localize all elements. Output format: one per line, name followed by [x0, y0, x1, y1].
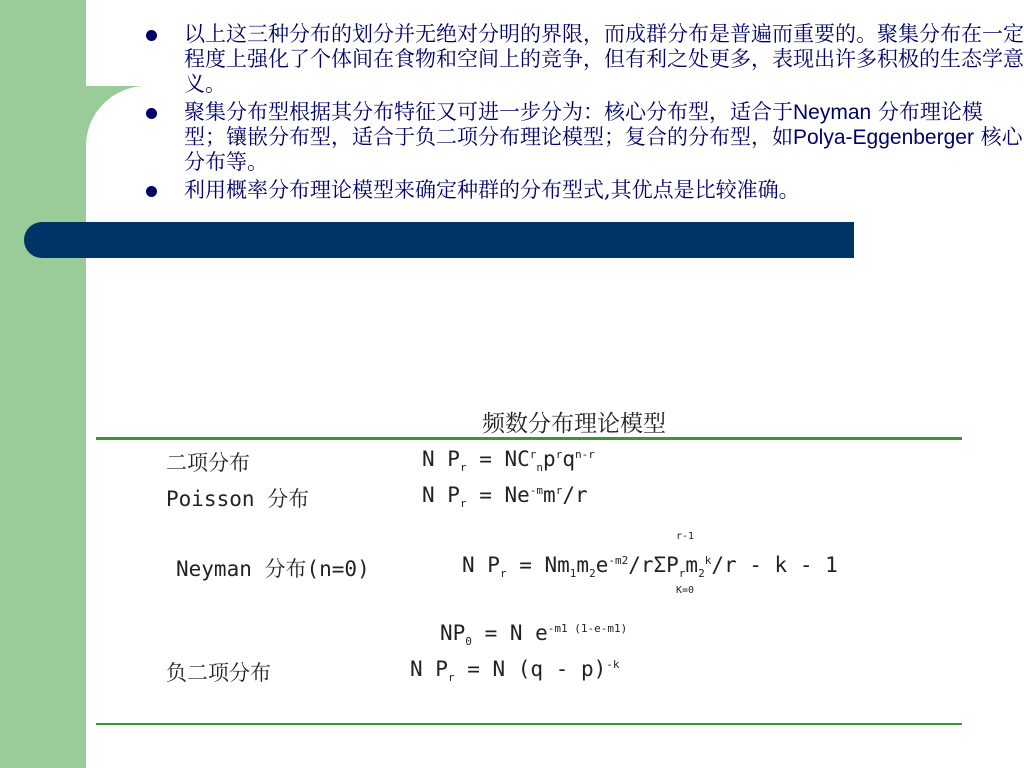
bullet-list	[140, 22, 1024, 206]
bullet-text: 聚集分布型根据其分布特征又可进一步分为：核心分布型，适合于	[184, 100, 793, 124]
bullet-item	[140, 100, 1024, 175]
bullet-text-latin: Polya-Eggenberger	[793, 126, 974, 149]
bullet-dot-icon	[146, 108, 157, 119]
table-bottom-rule	[96, 723, 962, 725]
table-top-rule	[96, 437, 962, 440]
table-title: 频数分布理论模型	[482, 411, 666, 437]
sum-lower-limit: K=0	[676, 585, 695, 596]
bullet-dot-icon	[146, 186, 157, 197]
formula-neyman-p0: $NP_0 = N$ $e^{-m1 (1-e-m1)}$	[440, 621, 628, 649]
row-label-negbinomial: 负二项分布	[166, 661, 271, 685]
bullet-text-latin: Neyman	[793, 101, 872, 124]
row-label-poisson: Poisson 分布	[166, 487, 310, 511]
navy-band	[24, 222, 854, 258]
formula-negbinomial: N $P_r = N$ (q - p)$^{-k}$	[410, 657, 620, 685]
bullet-text: 以上这三种分布的划分并无绝对分明的界限，而成群分布是普遍而重要的。聚集分布在一定程度上强化了个体间在食物和空间上的竞争，但有利之处更多，表现出许多积极的生态学意义。	[184, 22, 1024, 96]
sidebar-accent	[0, 0, 86, 768]
sum-upper-limit: r-1	[676, 531, 695, 542]
bullet-dot-icon	[146, 30, 157, 41]
bullet-item	[140, 178, 1024, 203]
row-label-neyman: Neyman 分布(n=0)	[176, 557, 370, 581]
bullet-item	[140, 22, 1024, 97]
bullet-text: 核心分布等。	[184, 125, 1023, 174]
distribution-table	[96, 395, 962, 735]
bullet-text: 分布理论模型；镶嵌分布型，适合于负二项分布理论模型；复合的分布型，如	[184, 100, 983, 149]
formula-poisson: N $P_r = Ne^{-m}m^r/r$	[422, 483, 588, 511]
bullet-text: 利用概率分布理论模型来确定种群的分布型式,其优点是比较准确。	[184, 178, 800, 202]
row-label-binomial: 二项分布	[166, 451, 250, 475]
formula-binomial: N $P_r = NC^r_np^rq^{n-r}$	[422, 447, 595, 475]
formula-neyman: N $P_r = Nm_1m_2e^{-m2}/r\Sigma P_rm_2^k/r - k - 1$	[462, 553, 838, 581]
